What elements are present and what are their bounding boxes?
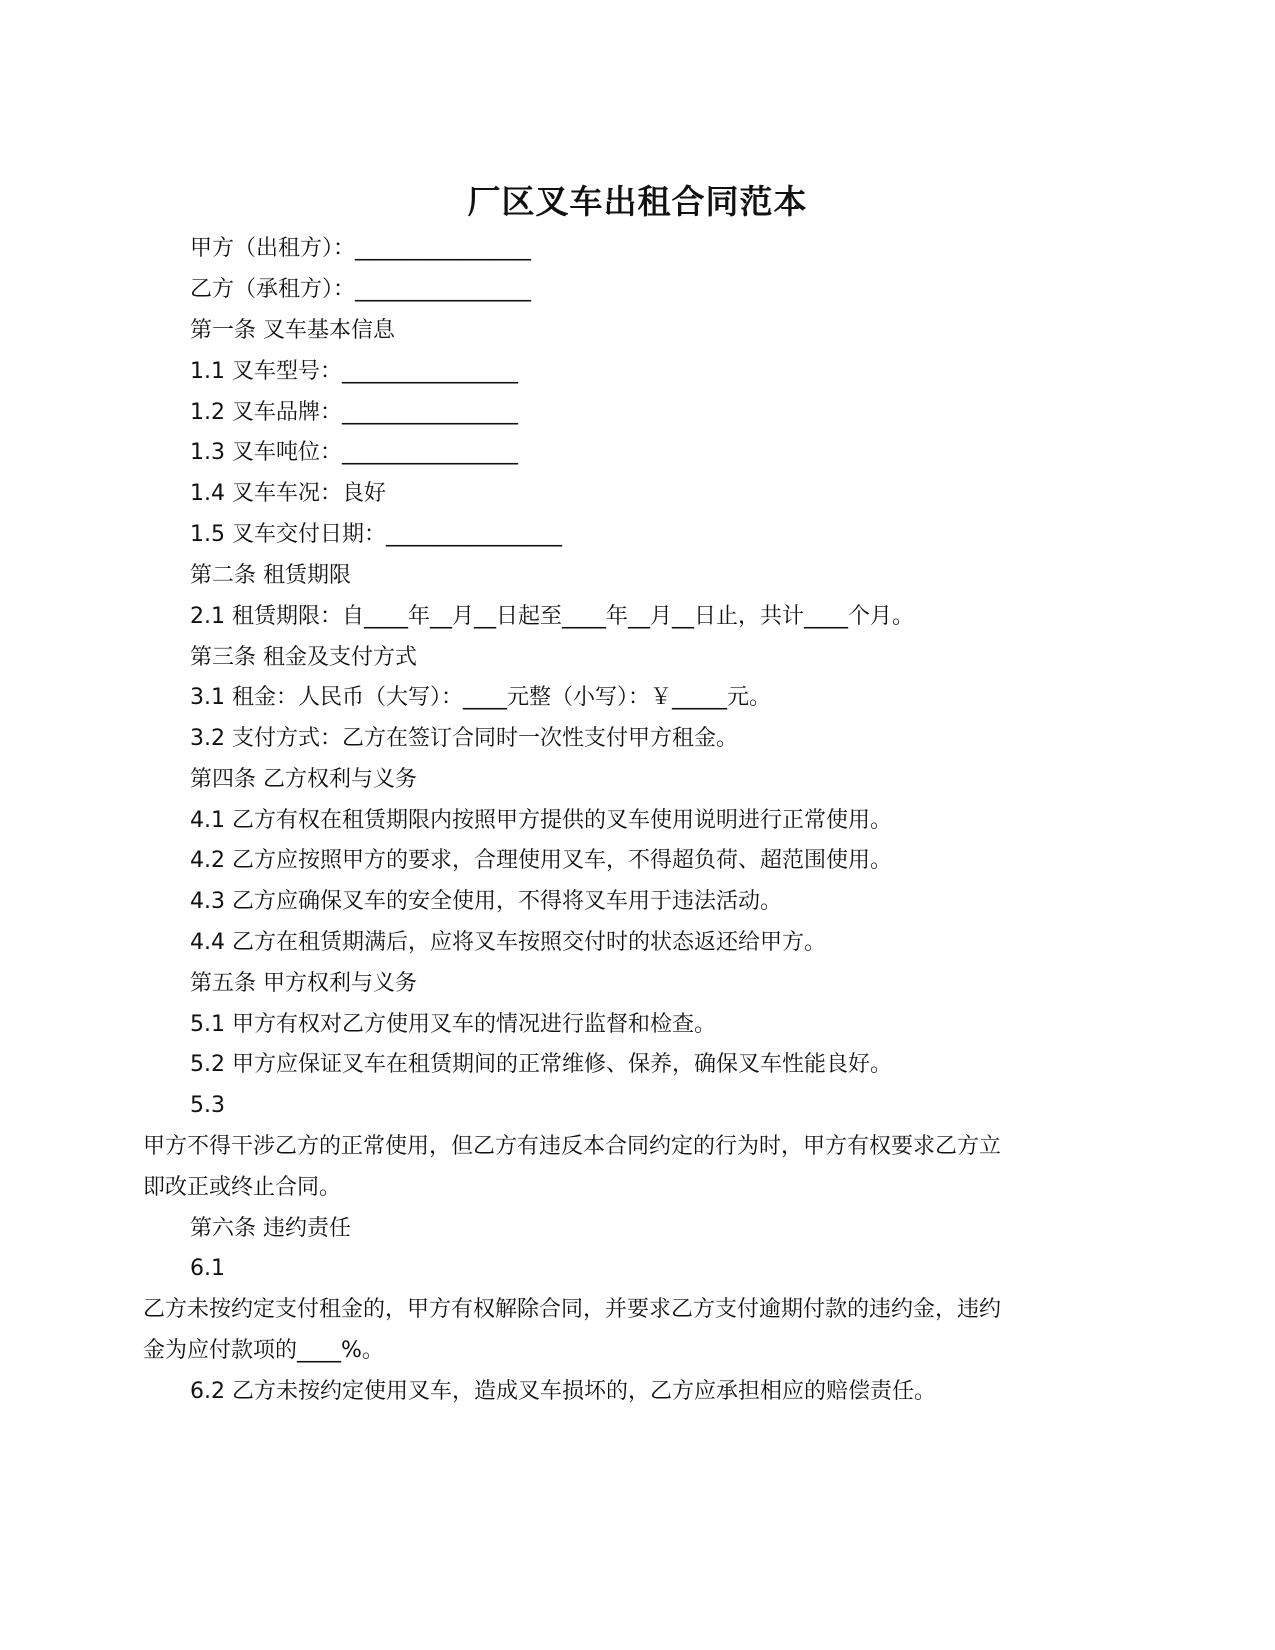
clause-3-2: 3.2 支付方式：乙方在签订合同时一次性支付甲方租金。 [190, 726, 738, 751]
clause-6-1-number: 6.1 [190, 1256, 225, 1281]
article-4-heading: 第四条 乙方权利与义务 [190, 767, 417, 792]
clause-4-3: 4.3 乙方应确保叉车的安全使用，不得将叉车用于违法活动。 [190, 889, 782, 914]
clause-2-1: 2.1 租赁期限：自____年__月__日起至____年__月__日止，共计____个月。 [190, 604, 914, 629]
article-3-heading: 第三条 租金及支付方式 [190, 645, 417, 670]
party-a-line: 甲方（出租方）：________________ [190, 236, 532, 261]
clause-1-2: 1.2 叉车品牌：________________ [190, 400, 518, 425]
clause-6-2: 6.2 乙方未按约定使用叉车，造成叉车损坏的，乙方应承担相应的赔偿责任。 [190, 1379, 936, 1404]
clause-1-4: 1.4 叉车车况：良好 [190, 481, 386, 506]
article-2-heading: 第二条 租赁期限 [190, 563, 351, 588]
clause-5-3-number: 5.3 [190, 1093, 225, 1118]
article-1-heading: 第一条 叉车基本信息 [190, 318, 395, 343]
clause-5-2: 5.2 甲方应保证叉车在租赁期间的正常维修、保养，确保叉车性能良好。 [190, 1052, 892, 1077]
clause-1-5: 1.5 叉车交付日期：________________ [190, 522, 562, 547]
clause-6-1-text-1: 乙方未按约定支付租金的，甲方有权解除合同，并要求乙方支付逾期付款的违约金，违约 [143, 1297, 1002, 1322]
article-5-heading: 第五条 甲方权利与义务 [190, 971, 417, 996]
article-6-heading: 第六条 违约责任 [190, 1216, 351, 1241]
clause-1-3: 1.3 叉车吨位：________________ [190, 440, 518, 465]
document-title: 厂区叉车出租合同范本 [467, 182, 808, 221]
clause-3-1: 3.1 租金：人民币（大写）：____元整（小写）：￥_____元。 [190, 685, 771, 710]
clause-4-4: 4.4 乙方在租赁期满后，应将叉车按照交付时的状态返还给甲方。 [190, 930, 826, 955]
clause-5-1: 5.1 甲方有权对乙方使用叉车的情况进行监督和检查。 [190, 1012, 716, 1037]
clause-5-3-text-1: 甲方不得干涉乙方的正常使用，但乙方有违反本合同约定的行为时，甲方有权要求乙方立 [143, 1134, 1002, 1159]
clause-5-3-text-2: 即改正或终止合同。 [143, 1175, 342, 1200]
clause-6-1-text-2: 金为应付款项的____%。 [143, 1338, 384, 1363]
party-b-line: 乙方（承租方）：________________ [190, 277, 532, 302]
clause-4-2: 4.2 乙方应按照甲方的要求，合理使用叉车，不得超负荷、超范围使用。 [190, 848, 892, 873]
clause-4-1: 4.1 乙方有权在租赁期限内按照甲方提供的叉车使用说明进行正常使用。 [190, 808, 892, 833]
clause-1-1: 1.1 叉车型号：________________ [190, 359, 518, 384]
